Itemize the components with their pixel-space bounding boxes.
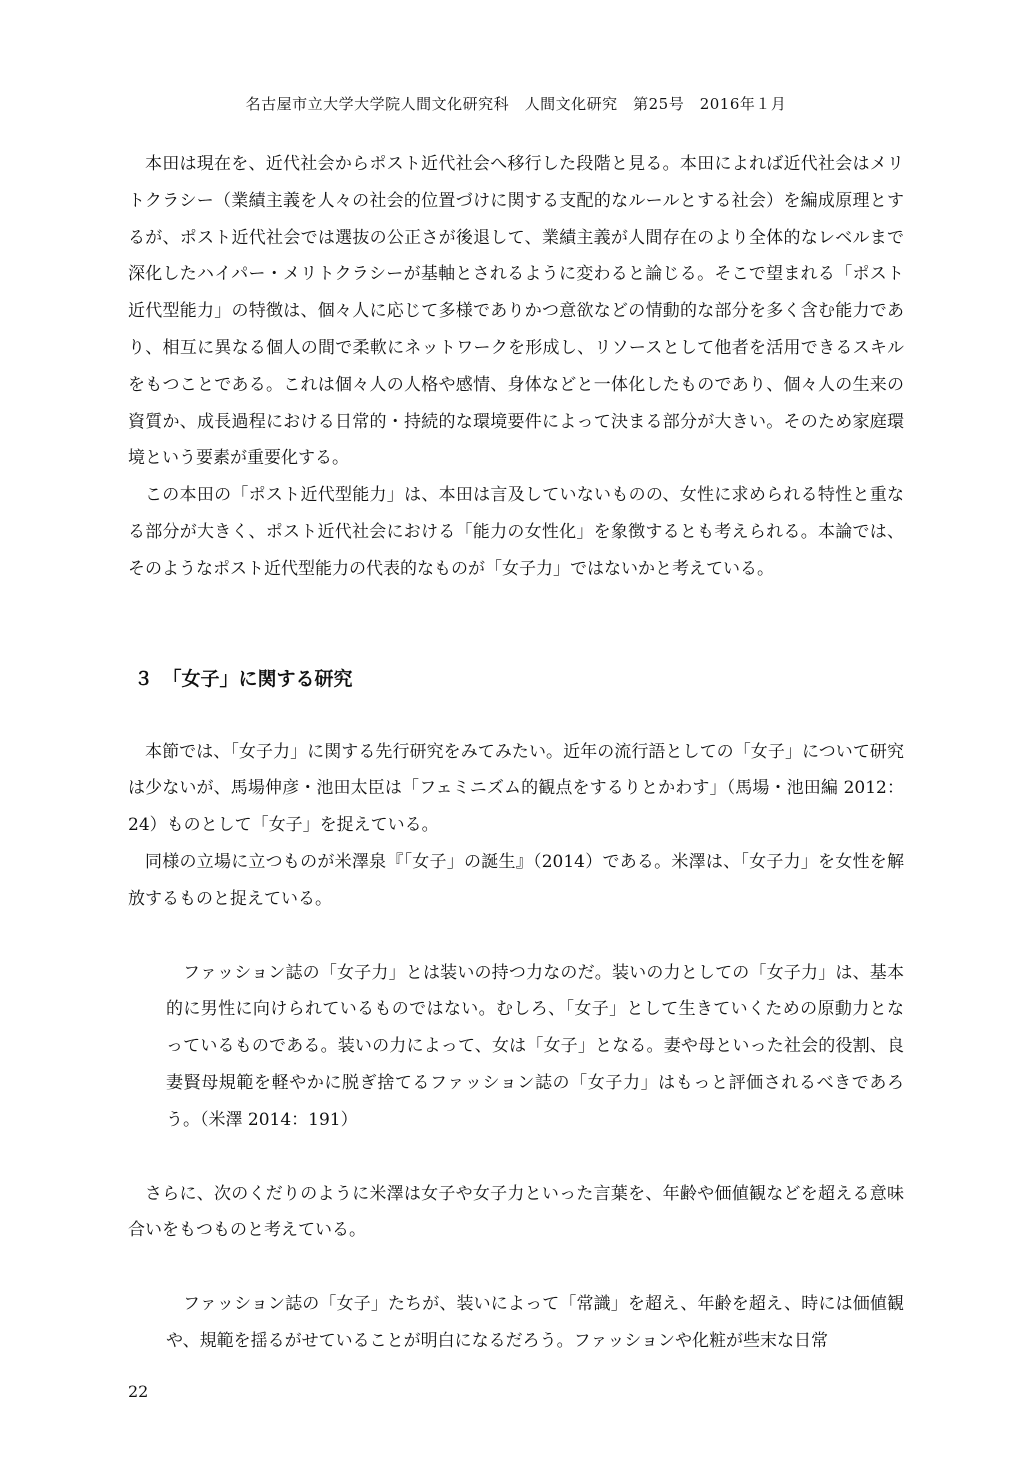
paragraph-prior-research: 本節では、「女子力」に関する先行研究をみてみたい。近年の流行語としての「女子」について研究は少ないが、馬場伸彦・池田太臣は「フェミニズム的観点をするりとかわす」（馬場・池田編 2012：24）ものとして「女子」を捉えている。 bbox=[128, 741, 904, 836]
section-spacer bbox=[128, 588, 904, 661]
running-head: 名古屋市立大学大学院人間文化研究科 人間文化研究 第25号 2016年１月 bbox=[245, 95, 787, 113]
paragraph-honda-postmodern: 本田は現在を、近代社会からポスト近代社会へ移行した段階と見る。本田によれば近代社会はメリトクラシー（業績主義を人々の社会的位置づけに関する支配的なルールとする社会）を編成原理とするが、ポスト近代社会では選抜の公正さが後退して、業績主義が人間存在のより全体的なレベルまで深化したハイパー・メリトクラシーが基軸とされるように変わると論じる。そこで望まれる「ポスト近代型能力」の特徴は、個々人に応じて多様でありかつ意欲などの情動的な部分を多く含む能力であり、相互に異なる個人の間で柔軟にネットワークを形成し、リソースとして他者を活用できるスキルをもつことである。これは個々人の人格や感情、身体などと一体化したものであり、個々人の生来の資質か、成長過程における日常的・持続的な環境要件によって決まる部分が大きい。そのため家庭環境という要素が重要化する。 bbox=[128, 154, 904, 469]
quote-spacer bbox=[128, 1249, 904, 1286]
block-quote-2: ファッション誌の「女子」たちが、装いによって「常識」を超え、年齢を超え、時には価値観や、規範を揺るがせていることが明白になるだろう。ファッションや化粧が些末な日常 bbox=[166, 1294, 904, 1351]
paragraph-feminization-of-ability: この本田の「ポスト近代型能力」は、本田は言及していないものの、女性に求められる特性と重なる部分が大きく、ポスト近代社会における「能力の女性化」を象徴するとも考えられる。本論では、そのようなポスト近代型能力の代表的なものが「女子力」ではないかと考えている。 bbox=[128, 485, 904, 579]
page-body bbox=[128, 146, 904, 1360]
paragraph-beyond-age: さらに、次のくだりのように米澤は女子や女子力といった言葉を、年齢や価値観などを超える意味合いをもつものと考えている。 bbox=[128, 1183, 904, 1241]
paragraph-yonezawa: 同様の立場に立つものが米澤泉『「女子」の誕生』（2014）である。米澤は、「女子力」を女性を解放するものと捉えている。 bbox=[128, 851, 904, 909]
section-heading: ３ 「女子」に関する研究 bbox=[134, 667, 353, 690]
heading-spacer bbox=[128, 697, 904, 734]
quote-spacer bbox=[128, 918, 904, 955]
block-quote-1: ファッション誌の「女子力」とは装いの持つ力なのだ。装いの力としての「女子力」は、基本的に男性に向けられているものではない。むしろ、「女子」として生きていくための原動力となっているものである。装いの力によって、女は「女子」となる。妻や母といった社会的役割、良妻賢母規範を軽やかに脱ぎ捨てるファッション誌の「女子力」はもっと評価されるべきであろう。（米澤 2014：191） bbox=[166, 962, 904, 1130]
quote-spacer bbox=[128, 1139, 904, 1176]
page-number: 22 bbox=[128, 1382, 149, 1401]
